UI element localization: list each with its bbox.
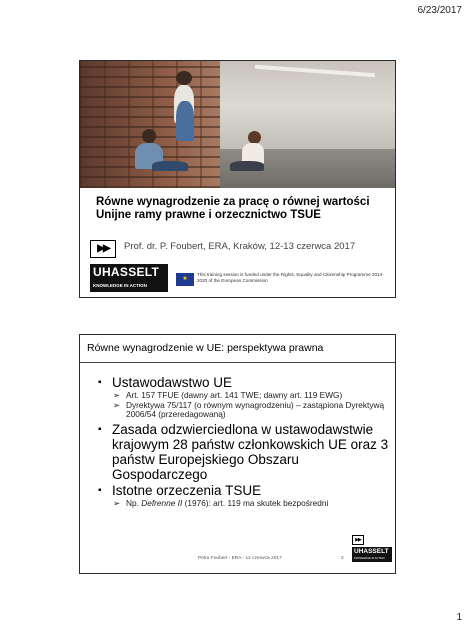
logo-name: UHASSELT — [354, 548, 389, 555]
slide-2-number: 2 — [341, 556, 344, 561]
page-number: 1 — [456, 612, 462, 623]
slide-1 — [79, 60, 396, 298]
bullet-list — [98, 375, 390, 508]
uhasselt-logo-small — [352, 535, 394, 567]
logo-tagline: KNOWLEDGE IN ACTION — [93, 283, 147, 288]
eu-funding-note: This training session is funded under the Rights, Equality and Citizenship Programme 2014-2020 of the European Commission — [197, 272, 384, 283]
title-photo — [80, 61, 395, 188]
eu-flag-icon: ★ — [176, 273, 194, 286]
print-date: 6/23/2017 — [417, 5, 462, 16]
logo-tagline: KNOWLEDGE IN ACTION — [354, 557, 385, 560]
bullet-item: ▪ Zasada odzwierciedlona w ustawodawstwie krajowym 28 państw członkowskich UE oraz 3 państw Europejskiego Obszaru Gospodarczego — [98, 422, 390, 482]
fast-forward-icon: ▶▶ — [352, 535, 364, 545]
sub-bullet-item: ➢ Np. Defrenne II (1976): art. 119 ma skutek bezpośredni — [113, 497, 329, 508]
sub-bullet-item: ➢ Art. 157 TFUE (dawny art. 141 TWE; dawny art. 119 EWG) — [113, 390, 343, 400]
sub-bullet-item: ➢ Dyrektywa 75/117 (o równym wynagrodzeniu) – zastąpiona Dyrektywą 2006/54 (przeredagowaną) — [113, 399, 385, 419]
logo-name: UHASSELT — [93, 265, 160, 279]
slide-1-subtitle: Prof. dr. P. Foubert, ERA, Kraków, 12-13 czerwca 2017 — [124, 241, 356, 252]
title-divider — [80, 362, 395, 363]
slide-2 — [79, 334, 396, 574]
slide-2-footer: Petra Foubert - ERA - 12 czerwca 2017 — [198, 556, 282, 561]
slide-1-title: Równe wynagrodzenie za pracę o równej wartości Unijne ramy prawne i orzecznictwo TSUE — [96, 196, 370, 221]
fast-forward-icon: ▶▶ — [90, 240, 116, 258]
bullet-item: ▪ Istotne orzeczenia TSUE — [98, 483, 390, 498]
uhasselt-logo — [90, 264, 168, 292]
slide-1-subtitle-row — [90, 238, 386, 258]
bullet-item: ▪ Ustawodawstwo UE — [98, 375, 390, 390]
slide-2-title: Równe wynagrodzenie w UE: perspektywa prawna — [87, 342, 324, 354]
